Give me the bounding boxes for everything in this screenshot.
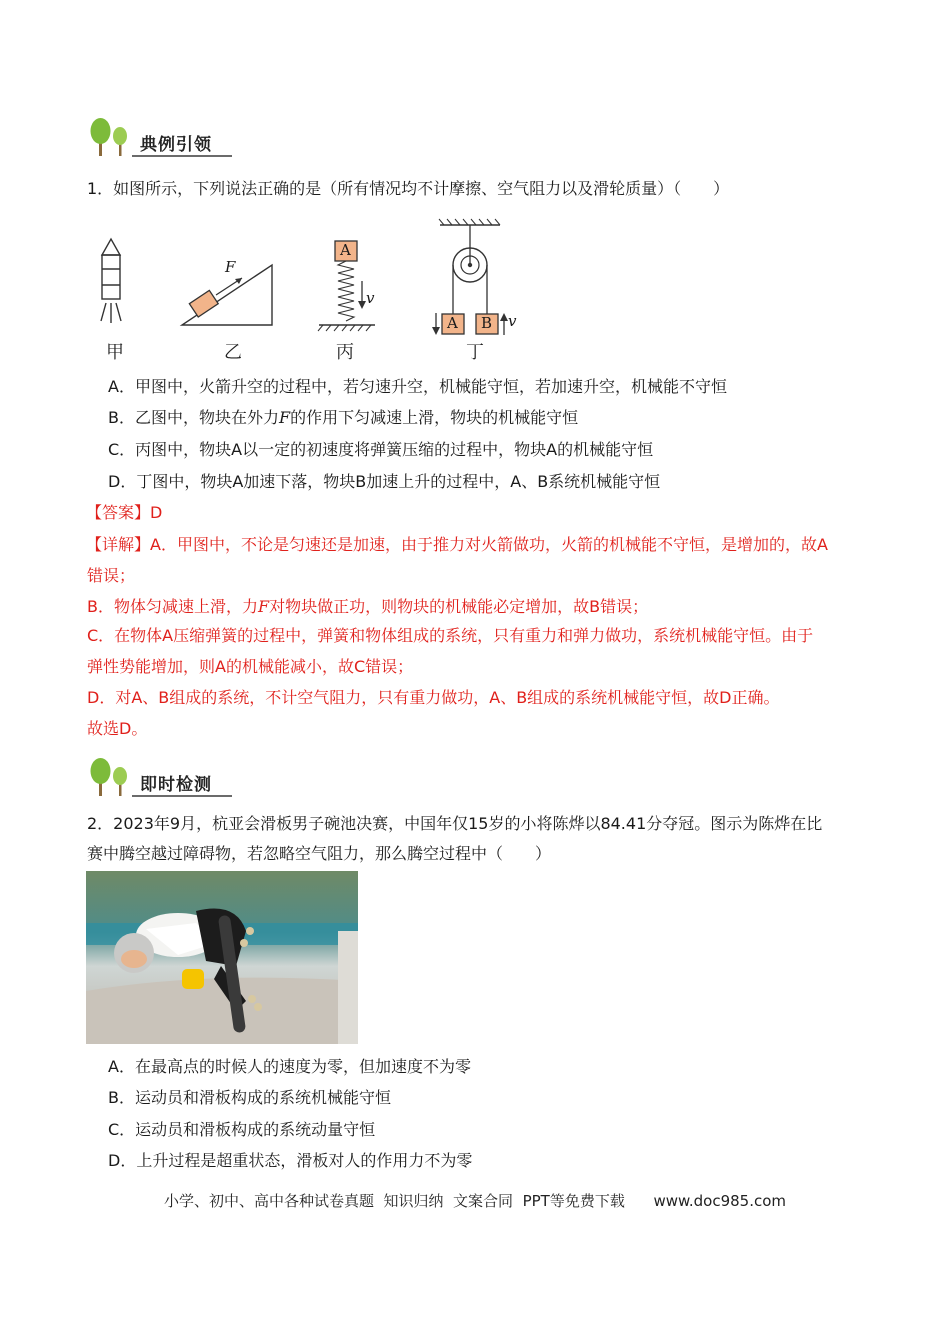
- tree-icon: [88, 758, 134, 798]
- q1-detail-line-2: 错误；: [87, 566, 136, 585]
- section-title: 典例引领: [140, 135, 212, 155]
- figure-label-yi: 乙: [224, 342, 242, 363]
- pulley-velocity-label: v: [508, 312, 517, 330]
- pulley-block-a-label: A: [447, 314, 458, 332]
- rocket-diagram: [101, 239, 121, 323]
- section-underline: [132, 795, 232, 797]
- q2-option-a: A．在最高点的时候人的速度为零，但加速度不为零: [108, 1057, 471, 1076]
- q1-option-c: C．丙图中，物块A以一定的初速度将弹簧压缩的过程中，物块A的机械能守恒: [108, 440, 654, 459]
- section-header-examples: [88, 118, 238, 160]
- spring-block-label: A: [340, 241, 351, 259]
- q2-option-c: C．运动员和滑板构成的系统动量守恒: [108, 1120, 376, 1139]
- q1-detail-line-1: 【详解】A．甲图中，不论是匀速还是加速，由于推力对火箭做功，火箭的机械能不守恒，是增加的，故A: [86, 535, 828, 554]
- q1-detail-line-4: C．在物体A压缩弹簧的过程中，弹簧和物体组成的系统，只有重力和弹力做功，系统机械能守恒。由于: [87, 626, 814, 645]
- q1-answer: 【答案】D: [86, 503, 163, 522]
- q1-option-a: A．甲图中，火箭升空的过程中，若匀速升空，机械能守恒，若加速升空，机械能不守恒: [108, 377, 727, 396]
- section-title: 即时检测: [140, 775, 212, 795]
- figure-label-bing: 丙: [336, 342, 354, 363]
- figure-label-jia: 甲: [106, 342, 124, 363]
- figure-label-ding: 丁: [466, 342, 484, 363]
- q1-stem: 1．如图所示，下列说法正确的是（所有情况均不计摩擦、空气阻力以及滑轮质量）（ ）: [87, 179, 730, 198]
- pulley-diagram: [432, 219, 508, 335]
- footer-text: 小学、初中、高中各种试卷真题 知识归纳 文案合同 PPT等免费下载 www.doc985.com: [163, 1192, 787, 1210]
- q1-detail-line-7: 故选D。: [87, 719, 148, 738]
- q1-option-b: B．乙图中，物块在外力F的作用下匀减速上滑，物块的机械能守恒: [108, 408, 579, 427]
- spring-velocity-label: v: [366, 289, 375, 307]
- skateboarder-photo: [86, 871, 358, 1044]
- force-label: F: [225, 258, 236, 276]
- pulley-block-b-label: B: [481, 314, 493, 332]
- q1-option-d: D．丁图中，物块A加速下落，物块B加速上升的过程中，A、B系统机械能守恒: [108, 472, 661, 491]
- tree-icon: [88, 118, 134, 158]
- q2-stem-line-2: 赛中腾空越过障碍物，若忽略空气阻力，那么腾空过程中（ ）: [87, 844, 552, 863]
- q2-option-d: D．上升过程是超重状态，滑板对人的作用力不为零: [108, 1151, 473, 1170]
- q1-figure: [90, 215, 530, 365]
- section-underline: [132, 155, 232, 157]
- q1-detail-line-3: B．物体匀减速上滑，力F对物块做正功，则物块的机械能必定增加，故B错误；: [87, 597, 649, 616]
- q1-detail-line-5: 弹性势能增加，则A的机械能减小，故C错误；: [87, 657, 414, 676]
- q2-option-b: B．运动员和滑板构成的系统机械能守恒: [108, 1088, 391, 1107]
- q2-stem-line-1: 2．2023年9月，杭亚会滑板男子碗池决赛，中国年仅15岁的小将陈烨以84.41分夺冠。图示为陈烨在比: [87, 814, 823, 833]
- section-header-check: [88, 758, 238, 800]
- q1-detail-line-6: D．对A、B组成的系统，不计空气阻力，只有重力做功，A、B组成的系统机械能守恒，故D正确。: [87, 688, 780, 707]
